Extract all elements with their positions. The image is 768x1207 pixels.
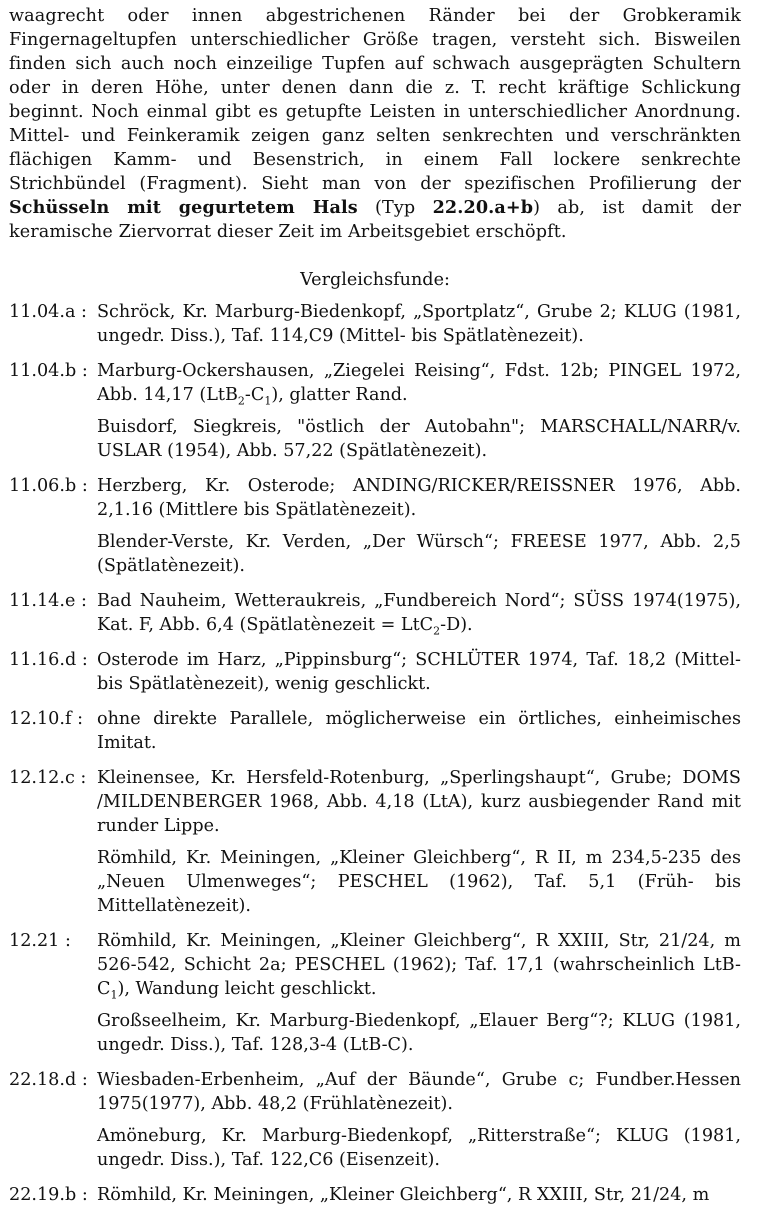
reference-segment: Wiesbaden-Erbenheim, „Auf der Bäunde“, Grube c; Fundber.Hessen 1975(1977), Abb. 48,2 (Frühlatènezeit). (97, 1070, 741, 1114)
reference-segment: Schröck, Kr. Marburg-Biedenkopf, „Sportplatz“, Grube 2; KLUG (1981, ungedr. Diss.), Taf. 114,C9 (Mittel- bis Spätlatènezeit). (97, 302, 741, 346)
entry-code: 22.19.b : (9, 1185, 88, 1205)
reference-text (97, 929, 741, 1001)
reference-segment: ohne direkte Parallele, möglicherweise ein örtliches, einheimisches Imitat. (97, 709, 741, 753)
reference-segment: Osterode im Harz, „Pippinsburg“; SCHLÜTER 1974, Taf. 18,2 (Mittel- bis Spätlatènezeit), wenig geschlickt. (97, 650, 741, 694)
list-item (9, 648, 741, 696)
reference-segment: Blender-Verste, Kr. Verden, „Der Würsch“; FREESE 1977, Abb. 2,5 (Spätlatènezeit). (97, 532, 741, 576)
subscript: 1 (264, 394, 272, 408)
reference-segment: -C (244, 385, 265, 405)
reference-text (97, 359, 741, 407)
reference-segment: ), glatter Rand. (271, 385, 408, 405)
reference-segment: Herzberg, Kr. Osterode; ANDING/RICKER/REISSNER 1976, Abb. 2,1.16 (Mittlere bis Spätlatènezeit). (97, 476, 741, 520)
reference-text (97, 1009, 741, 1057)
reference-segment: Römhild, Kr. Meiningen, „Kleiner Gleichberg“, R XXIII, Str, 21/24, m 526-542, Schicht 2a; PESCHEL (1962); Taf. 17,1 (wahrscheinlich LtB-C (97, 931, 741, 999)
entry-references (97, 766, 741, 918)
intro-text-1: waagrecht oder innen abgestrichenen Ränder bei der Grobkeramik Fingernageltupfen unterschiedlicher Größe tragen, versteht sich. Bisweilen finden sich auch noch einzeilige Tupfen auf schwach ausgeprägten Schultern oder in deren Höhe, unter denen dann die z. T. recht kräftige Schlickung beginnt. Noch einmal gibt es getupfte Leisten in unterschiedlicher Anordnung. Mittel- und Feinkeramik zeigen ganz selten senkrechten und verschränkten flächigen Kamm- und Besenstrich, in einem Fall lockere senkrechte Strichbündel (Fragment). Sieht man von der spezifischen Profilierung der (9, 6, 741, 194)
reference-text (97, 530, 741, 578)
reference-segment: -D). (440, 615, 473, 635)
reference-segment: Römhild, Kr. Meiningen, „Kleiner Gleichberg“, R XXIII, Str, 21/24, m (97, 1185, 710, 1205)
reference-text (97, 300, 741, 348)
intro-paragraph (9, 4, 741, 244)
intro-bold-term: Schüsseln mit gegurtetem Hals (9, 197, 358, 218)
entry-references (97, 474, 741, 578)
entry-references (97, 929, 741, 1057)
entry-code: 22.18.d : (9, 1070, 88, 1090)
reference-text (97, 474, 741, 522)
reference-text (97, 846, 741, 918)
intro-bold-type: 22.20.a+b (432, 197, 534, 218)
reference-segment: Großseelheim, Kr. Marburg-Biedenkopf, „Elauer Berg“?; KLUG (1981, ungedr. Diss.), Taf. 128,3-4 (LtB-C). (97, 1011, 741, 1055)
section-heading: Vergleichsfunde: (300, 270, 450, 290)
entry-references (97, 1068, 741, 1172)
entry-references (97, 1183, 741, 1207)
reference-segment: Römhild, Kr. Meiningen, „Kleiner Gleichberg“, R II, m 234,5-235 des „Neuen Ulmenweges“; PESCHEL (1962), Taf. 5,1 (Früh- bis Mittellatènezeit). (97, 848, 741, 916)
entry-code: 12.21 : (9, 931, 71, 951)
entry-code: 11.04.a : (9, 302, 87, 322)
entry-references (97, 359, 741, 463)
list-item (9, 707, 741, 755)
entry-code: 11.06.b : (9, 476, 88, 496)
entry-code: 12.10.f : (9, 709, 83, 729)
entry-code: 12.12.c : (9, 768, 87, 788)
subscript: 2 (237, 394, 245, 408)
list-item (9, 300, 741, 348)
entry-references (97, 707, 741, 755)
entry-code: 11.14.e : (9, 591, 87, 611)
reference-text (97, 589, 741, 637)
reference-segment: Kleinensee, Kr. Hersfeld-Rotenburg, „Sperlingshaupt“, Grube; DOMS /MILDENBERGER 1968, Abb. 4,18 (LtA), kurz ausbiegender Rand mit runder Lippe. (97, 768, 741, 836)
reference-text (97, 648, 741, 696)
intro-text-2: (Typ (357, 198, 433, 218)
entry-code: 11.16.d : (9, 650, 88, 670)
subscript: 1 (110, 988, 118, 1002)
reference-segment: Amöneburg, Kr. Marburg-Biedenkopf, „Ritterstraße“; KLUG (1981, ungedr. Diss.), Taf. 122,C6 (Eisenzeit). (97, 1126, 741, 1170)
reference-segment: Buisdorf, Siegkreis, "östlich der Autobahn"; MARSCHALL/NARR/v. USLAR (1954), Abb. 57,22 (Spätlatènezeit). (97, 417, 741, 461)
subscript: 2 (433, 624, 441, 638)
list-item (9, 474, 741, 578)
entry-references (97, 300, 741, 348)
reference-text (97, 415, 741, 463)
list-item (9, 359, 741, 463)
entry-code: 11.04.b : (9, 361, 88, 381)
reference-segment: Marburg-Ockershausen, „Ziegelei Reising“, Fdst. 12b; PINGEL 1972, Abb. 14,17 (LtB (97, 361, 741, 405)
comparison-list (9, 300, 741, 1207)
reference-text (97, 707, 741, 755)
reference-text (97, 1124, 741, 1172)
intro-text-3: ) ab, ist damit der keramische Ziervorrat dieser Zeit im Arbeitsgebiet erschöpft. (9, 198, 741, 242)
list-item (9, 1068, 741, 1172)
reference-text (97, 1183, 741, 1207)
reference-text (97, 766, 741, 838)
list-item (9, 589, 741, 637)
reference-segment: Bad Nauheim, Wetteraukreis, „Fundbereich Nord“; SÜSS 1974(1975), Kat. F, Abb. 6,4 (Spätlatènezeit = LtC (97, 591, 741, 635)
entry-references (97, 648, 741, 696)
entry-references (97, 589, 741, 637)
reference-text (97, 1068, 741, 1116)
document-page (9, 4, 741, 1207)
reference-segment: ), Wandung leicht geschlickt. (117, 979, 377, 999)
list-item (9, 766, 741, 918)
list-item (9, 929, 741, 1057)
list-item (9, 1183, 741, 1207)
